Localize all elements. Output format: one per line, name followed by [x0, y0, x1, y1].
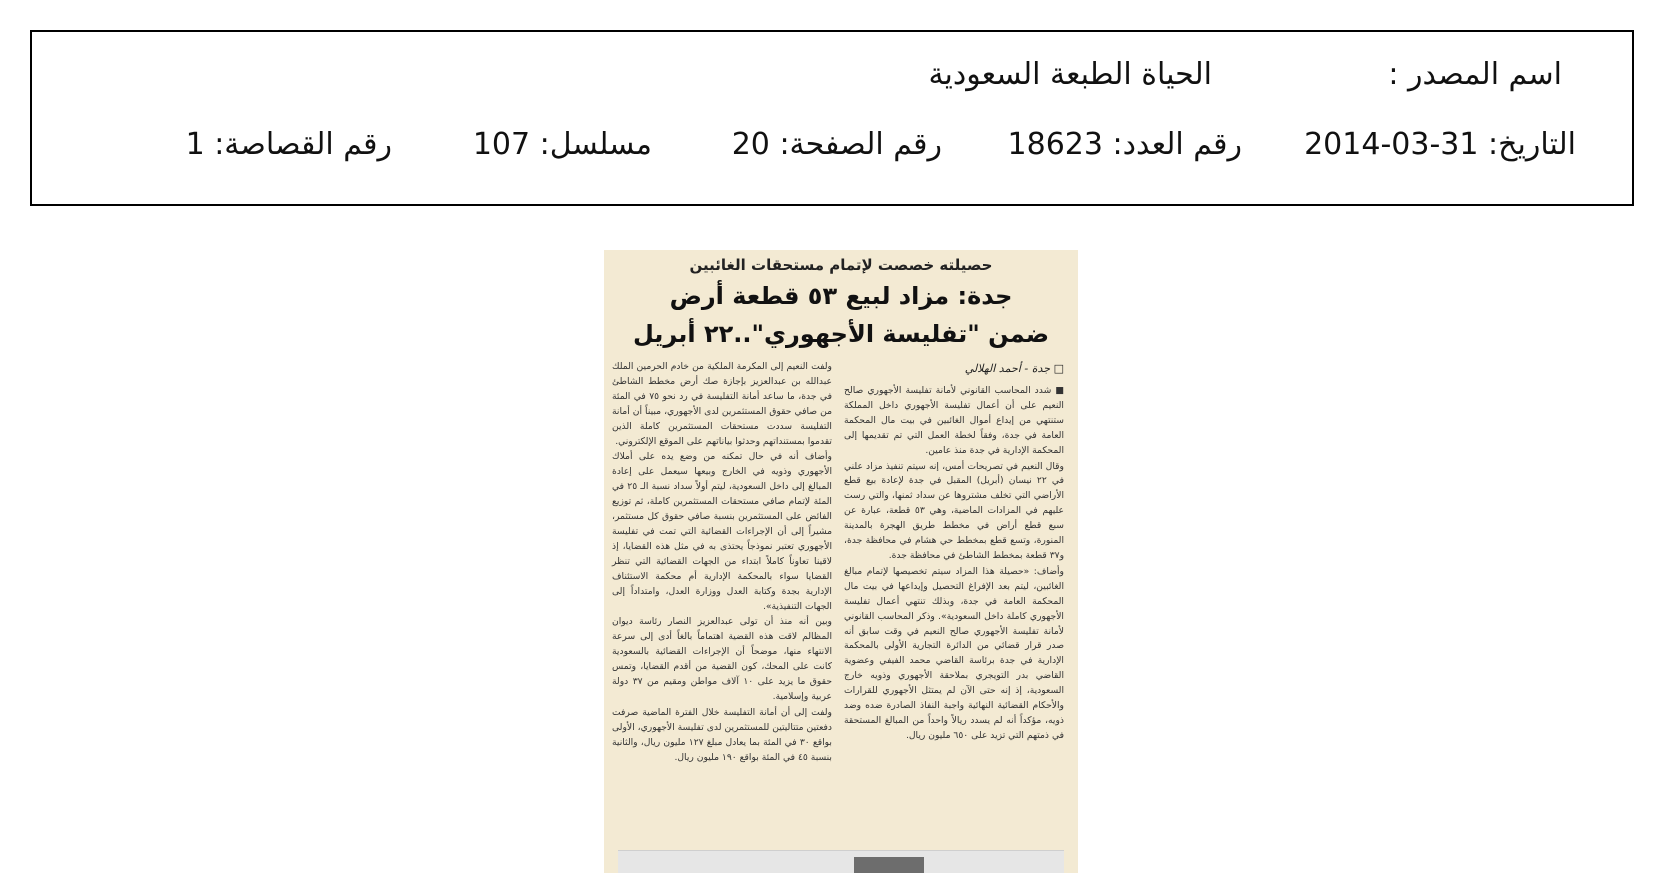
paragraph: ■ شدد المحاسب القانوني لأمانة تفليسة الأجهوري صالح النعيم على أن أعمال تفليسة الأجهوري داخل المملكة ستنتهي من إيداع أموال الغائبين في بيت مال المحكمة العامة في جدة، وفقاً لخطة العمل التي تم تقديمها إلى المحكمة الإدارية في جدة منذ عامين.	[844, 385, 1064, 456]
article-headline-line2: ضمن "تفليسة الأجهوري"..٢٢ أبريل	[632, 320, 1050, 348]
source-label: اسم المصدر :	[1388, 57, 1562, 92]
date-field: التاريخ: 31-03-2014	[1304, 127, 1576, 162]
article-byline: □ جدة - أحمد الهلالي	[964, 362, 1064, 375]
source-info-box	[30, 30, 1634, 206]
clip-number-field: رقم القصاصة: 1	[185, 127, 392, 162]
article-kicker: حصيلته خصصت لإتمام مستحقات الغائبين	[689, 256, 993, 274]
paragraph: وأضاف أنه في حال تمكنه من وضع يده على أملاك الأجهوري وذويه في الخارج وبيعها سيعمل على إعادة المبالغ إلى داخل السعودية، ليتم أولاً سداد نسبة الـ ٢٥ في المئة لإتمام صافي مستحقات المستثمرين كاملة، ثم توزيع الفائض على المستثمرين بنسبة صافي حقوق كل مستثمر، مشيراً إلى أن الإجراءات القضائية التي تمت في تفليسة الأجهوري تعتبر نموذجاً يحتذى به في مثل هذه القضايا، إذ لاقينا تعاوناً كاملاً ابتداء من الجهات القضائية التي تنظر القضايا سواء بالمحكمة الإدارية أم محكمة الاستئناف الإدارية بجدة وكتابة العدل ووزارة العدل، وامتداداً إلى الجهات التنفيذية».	[612, 451, 832, 612]
newspaper-clipping	[604, 250, 1078, 873]
article-photo	[618, 850, 1064, 873]
paragraph: وأضاف: «حصيلة هذا المزاد سيتم تخصيصها لإتمام مبالغ الغائبين، ليتم بعد الإفراغ التحصيل وإيداعها في بيت مال المحكمة العامة في جدة، وبذلك تنتهي أعمال تفليسة الأجهوري كاملة داخل السعودية». وذكر المحاسب القانوني لأمانة تفليسة الأجهوري صالح النعيم في وقت سابق أنه صدر قرار قضائي من الدائرة التجارية الأولى بالمحكمة الإدارية في جدة برئاسة القاضي محمد الفيفي وعضوية القاضي بدر التويجري بملاحقة الأجهوري وذويه خارج السعودية، إذ إنه حتى الآن لم يمتثل الأجهوري للقرارات والأحكام القضائية النهائية واجبة النفاذ الصادرة ضده وضد ذويه، مؤكداً أنه لم يسدد ريالاً واحداً من المبالغ المستحقة في ذمتهم التي تزيد على ٦٥٠ مليون ريال.	[844, 565, 1064, 741]
issue-number-field: رقم العدد: 18623	[1007, 127, 1242, 162]
source-value: الحياة الطبعة السعودية	[928, 57, 1212, 92]
paragraph: ولفت النعيم إلى المكرمة الملكية من خادم الحرمين الملك عبدالله بن عبدالعزيز بإجازة صك أرض مخطط الشاطئ في جدة، ما ساعد أمانة التفليسة في رد نحو ٧٥ في المئة من صافي حقوق المستثمرين لدى الأجهوري، مبيناً أن أمانة التفليسة سددت مستحقات المستثمرين كاملة الذين تقدموا بمستنداتهم وحدثوا بياناتهم على الموقع الإلكتروني.	[612, 361, 832, 447]
article-column-right	[844, 384, 1064, 745]
paragraph: وقال النعيم في تصريحات أمس، إنه سيتم تنفيذ مزاد علني في ٢٢ نيسان (أبريل) المقبل في جدة لإعادة بيع قطع الأراضي التي تخلف مشتروها عن سداد ثمنها، والتي رست عليهم في المزادات الماضية، وهي ٥٣ قطعة، عبارة عن سبع قطع أراض في مخطط طريق الهجرة بالمدينة المنورة، وتسع قطع بمخطط حي هشام في محافظة جدة، و٣٧ قطعة بمخطط الشاطئ في محافظة جدة.	[844, 460, 1064, 561]
serial-field: مسلسل: 107	[472, 127, 652, 162]
article-headline-line1: جدة: مزاد لبيع ٥٣ قطعة أرض	[669, 282, 1013, 310]
paragraph: ولفت إلى أن أمانة التفليسة خلال الفترة الماضية صرفت دفعتين متتاليتين للمستثمرين لدى تفليسة الأجهوري، الأولى بواقع ٣٠ في المئة بما يعادل مبلغ ١٢٧ مليون ريال، والثانية بنسبة ٤٥ في المئة بواقع ١٩٠ مليون ريال.	[612, 706, 832, 763]
page-number-field: رقم الصفحة: 20	[731, 127, 942, 162]
paragraph: وبين أنه منذ أن تولى عبدالعزيز النصار رئاسة ديوان المظالم لاقت هذه القضية اهتماماً بالغاً أدى إلى سرعة الانتهاء منها، موضحاً أن الإجراءات القضائية بالسعودية كانت على المحك، كون القضية من أقدم القضايا، وتمس حقوق ما يزيد على ١٠ آلاف مواطن ومقيم من ٣٧ دولة عربية وإسلامية.	[612, 616, 832, 702]
photo-object	[854, 857, 924, 873]
article-column-left	[612, 360, 832, 766]
